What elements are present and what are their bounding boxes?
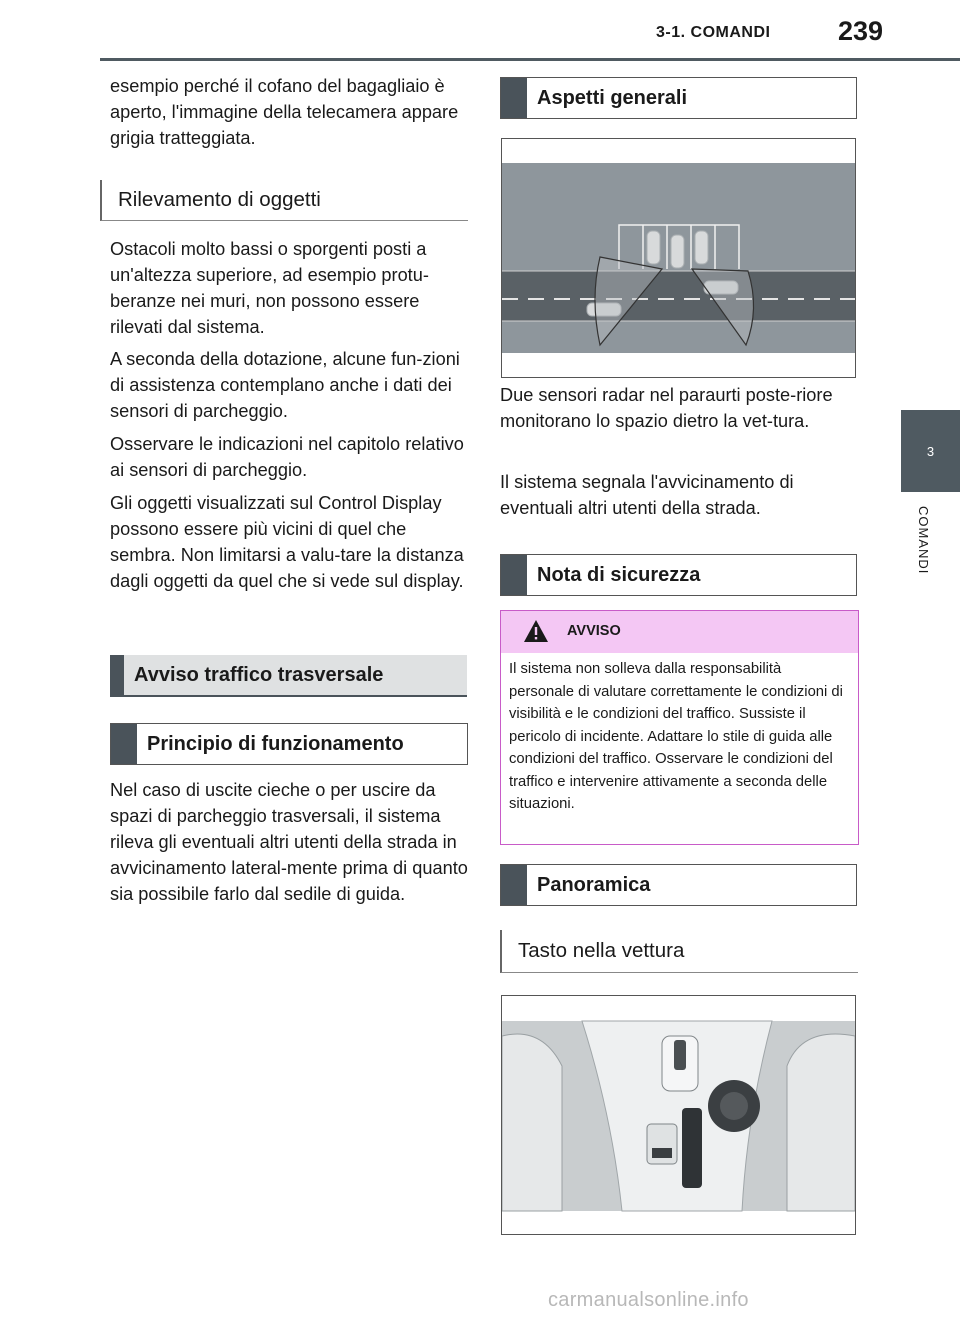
section-title: 3-1. COMANDI bbox=[656, 24, 771, 41]
principio-paragraph: Nel caso di uscite cieche o per uscire da spazi di parcheggio trasversali, il sistema rileva gli eventuali altri utenti della strada in avvicinamento lateral-mente prima di quanto sia possibile farlo dal sedile di guida. bbox=[110, 780, 468, 904]
chapter-number: 3 bbox=[926, 443, 935, 459]
paragraph-2: A seconda della dotazione, alcune fun-zioni di assistenza contemplano anche i dati dei sensori di parcheggio. bbox=[110, 349, 460, 421]
watermark: carmanualsonline.info bbox=[548, 1289, 749, 1311]
heading-aspetti-text: Aspetti generali bbox=[537, 86, 688, 109]
warning-box bbox=[500, 610, 859, 845]
heading-aspetti bbox=[500, 77, 857, 119]
header-rule bbox=[100, 58, 960, 61]
heading-avviso-text: Avviso traffico trasversale bbox=[134, 663, 384, 686]
subheading-tasto bbox=[500, 930, 858, 973]
heading-bar bbox=[111, 724, 137, 764]
subheading-rilevamento bbox=[100, 180, 468, 221]
warning-label: AVVISO bbox=[567, 623, 621, 639]
warning-text: Il sistema non solleva dalla responsabilità personale di valutare correttamente le condizioni di visibilità e le condizioni del traffico. Sussiste il pericolo di incidente. Adattare lo stile di guida alle condizioni del traffico. Osservare le condizioni del traffico e intervenire attivamente a seconda delle situazioni. bbox=[509, 661, 843, 812]
aspetti-paragraph-2: Il sistema segnala l'avvicinamento di eventuali altri utenti della strada. bbox=[500, 472, 794, 518]
aspetti-paragraph-1: Due sensori radar nel paraurti poste-riore monitorano lo spazio dietro la vet-tura. bbox=[500, 385, 833, 431]
chapter-label-vertical bbox=[906, 506, 946, 606]
paragraph-3: Osservare le indicazioni nel capitolo relativo ai sensori di parcheggio. bbox=[110, 434, 464, 480]
subheading-rilevamento-text: Rilevamento di oggetti bbox=[118, 188, 321, 211]
heading-panoramica-text: Panoramica bbox=[537, 873, 651, 896]
chapter-label: COMANDI bbox=[916, 506, 931, 575]
warning-header bbox=[501, 611, 858, 653]
subheading-tasto-text: Tasto nella vettura bbox=[518, 939, 685, 962]
warning-triangle-icon bbox=[523, 619, 549, 643]
radar-illustration bbox=[501, 138, 856, 378]
console-diagram bbox=[502, 996, 855, 1234]
console-illustration bbox=[501, 995, 856, 1235]
heading-principio bbox=[110, 723, 468, 765]
heading-panoramica bbox=[500, 864, 857, 906]
paragraph-4: Gli oggetti visualizzati sul Control Display possono essere più vicini di quel che sembra. Non limitarsi a valu-tare la distanza dagli oggetti da quel che si vede sul display. bbox=[110, 493, 464, 591]
radar-diagram bbox=[502, 139, 855, 377]
paragraph-1: Ostacoli molto bassi o sporgenti posti a un'altezza superiore, ad esempio protu-beranze nei muri, non possono essere rilevati dal sistema. bbox=[110, 239, 429, 337]
heading-nota bbox=[500, 554, 857, 596]
heading-bar bbox=[110, 655, 124, 695]
heading-nota-text: Nota di sicurezza bbox=[537, 563, 701, 586]
heading-bar bbox=[501, 555, 527, 595]
chapter-tab bbox=[901, 410, 960, 492]
heading-bar bbox=[501, 78, 527, 118]
page-number: 239 bbox=[838, 16, 884, 46]
heading-principio-text: Principio di funzionamento bbox=[147, 732, 404, 755]
heading-avviso-traffico bbox=[110, 655, 467, 697]
intro-paragraph: esempio perché il cofano del bagagliaio è aperto, l'immagine della telecamera appare grigia tratteggiata. bbox=[110, 76, 459, 148]
heading-bar bbox=[501, 865, 527, 905]
